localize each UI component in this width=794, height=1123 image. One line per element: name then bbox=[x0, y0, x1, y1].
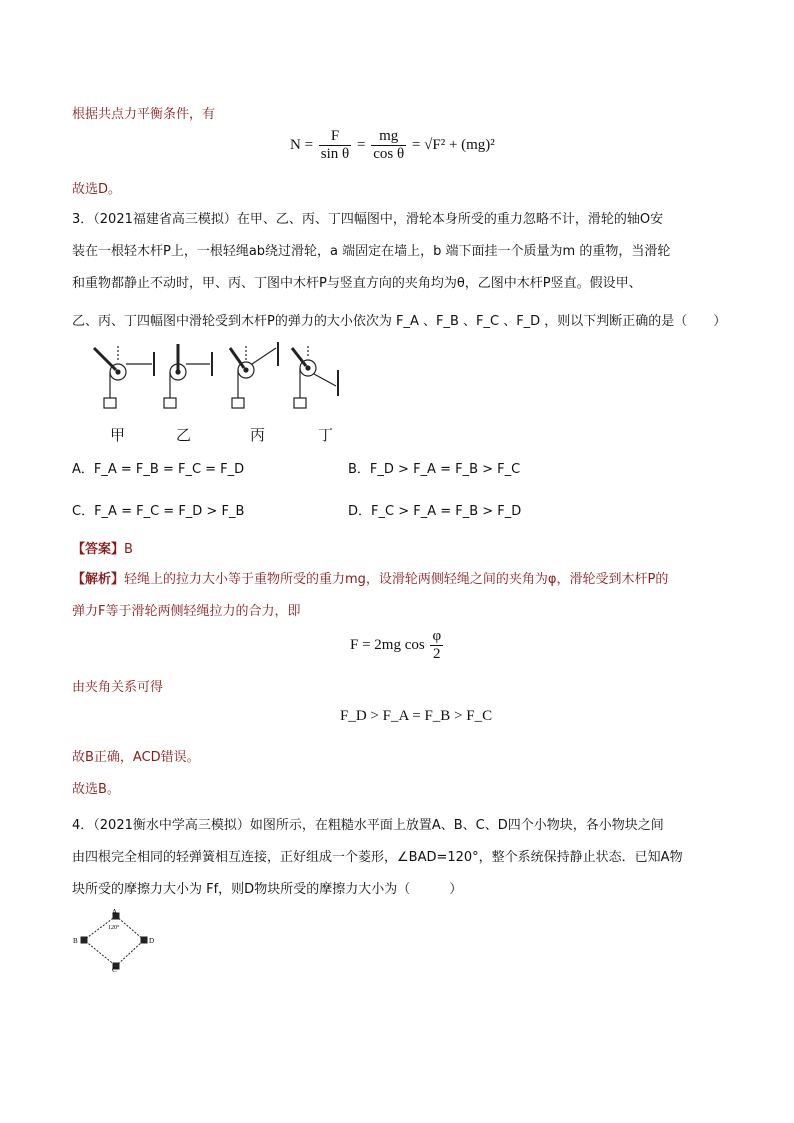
label-A: A bbox=[112, 908, 118, 916]
figure-label-ding: 丁 bbox=[318, 426, 334, 444]
q4-line-2: 由四根完全相同的轻弹簧相互连接，正好组成一个菱形，∠BAD=120°，整个系统保持静止状态．已知A物 bbox=[72, 850, 683, 865]
analysis-tag: 【解析】 bbox=[72, 572, 125, 587]
analysis-line-1 bbox=[72, 568, 668, 587]
eq-numerator: mg bbox=[379, 128, 399, 144]
eq-denominator: sin θ bbox=[320, 146, 350, 162]
eq-rhs: = √F² + (mg)² bbox=[411, 136, 495, 153]
q3-line-2: 装在一根轻木杆P上，一根轻绳ab绕过滑轮，a 端固定在墙上，b 端下面挂一个质量为m 的重物，当滑轮 bbox=[72, 244, 671, 259]
answer-tag: 【答案】 bbox=[72, 542, 125, 557]
label-B: B bbox=[73, 937, 78, 945]
option-b: B．F_D > F_A = F_B > F_C bbox=[348, 462, 521, 477]
eq-denominator: cos θ bbox=[373, 146, 405, 162]
figure-label-yi: 乙 bbox=[176, 426, 192, 444]
q4-line-1: 4．（2021衡水中学高三模拟）如图所示，在粗糙水平面上放置A、B、C、D四个小物块，各小物块之间 bbox=[72, 818, 664, 833]
option-a: A．F_A = F_B = F_C = F_D bbox=[72, 462, 245, 477]
eq-numerator: F bbox=[330, 128, 340, 144]
equation-order: F_D > F_A = F_B > F_C bbox=[340, 708, 493, 724]
prev-text: 根据共点力平衡条件，有 bbox=[72, 107, 216, 122]
prev-choice: 故选D。 bbox=[72, 182, 122, 197]
pulley-figure bbox=[82, 340, 362, 420]
eq-fraction-1 bbox=[319, 128, 351, 163]
figure-label-jia: 甲 bbox=[110, 426, 126, 444]
answer-value: B bbox=[124, 542, 133, 557]
angle-relation-text: 由夹角关系可得 bbox=[72, 680, 164, 695]
analysis-text-1: 轻绳上的拉力大小等于重物所受的重力mg，设滑轮两侧轻绳之间的夹角为φ，滑轮受到木杆P的 bbox=[124, 572, 669, 587]
option-c: C．F_A = F_C = F_D > F_B bbox=[72, 504, 245, 519]
eq1-fraction bbox=[430, 628, 443, 663]
pulley-diagram-d bbox=[292, 346, 338, 408]
eq-lhs: N = bbox=[290, 136, 314, 153]
q3-line-1: 3．（2021福建省高三模拟）在甲、乙、丙、丁四幅图中，滑轮本身所受的重力忽略不计，滑轮的轴O安 bbox=[72, 212, 664, 227]
eq1-lhs: F = 2mg cos bbox=[350, 636, 425, 653]
equation-force bbox=[350, 628, 445, 663]
option-d: D．F_C > F_A = F_B > F_D bbox=[348, 504, 522, 519]
pulley-diagram-a bbox=[94, 346, 154, 408]
pulley-diagram-b bbox=[164, 344, 212, 408]
analysis-line-2: 弹力F等于滑轮两侧轻绳拉力的合力，即 bbox=[72, 604, 301, 619]
answer-line bbox=[72, 538, 133, 557]
figure-label-bing: 丙 bbox=[250, 426, 266, 444]
q4-line-3: 块所受的摩擦力大小为 Ff，则D物块所受的摩擦力大小为（ ） bbox=[72, 882, 463, 897]
eq-fraction-2 bbox=[371, 128, 406, 163]
q3-line-3: 和重物都静止不动时，甲、丙、丁图中木杆P与竖直方向的夹角均为θ，乙图中木杆P竖直。假设甲、 bbox=[72, 276, 642, 291]
q3-choice: 故选B。 bbox=[72, 782, 120, 797]
eq1-numerator: φ bbox=[432, 628, 442, 644]
conclusion: 故B正确，ACD错误。 bbox=[72, 750, 200, 765]
pulley-diagram-c bbox=[230, 342, 278, 408]
label-C: C bbox=[112, 966, 117, 972]
label-D: D bbox=[149, 937, 155, 945]
rhombus-figure bbox=[72, 908, 162, 972]
eq-equals: = bbox=[357, 136, 366, 153]
q3-line-4: 乙、丙、丁四幅图中滑轮受到木杆P的弹力的大小依次为 F_A 、F_B 、F_C 、F_D ，则以下判断正确的是（ ） bbox=[72, 314, 727, 329]
prev-equation bbox=[290, 128, 495, 163]
label-angle: 120° bbox=[108, 925, 120, 931]
eq1-denominator: 2 bbox=[430, 645, 443, 663]
